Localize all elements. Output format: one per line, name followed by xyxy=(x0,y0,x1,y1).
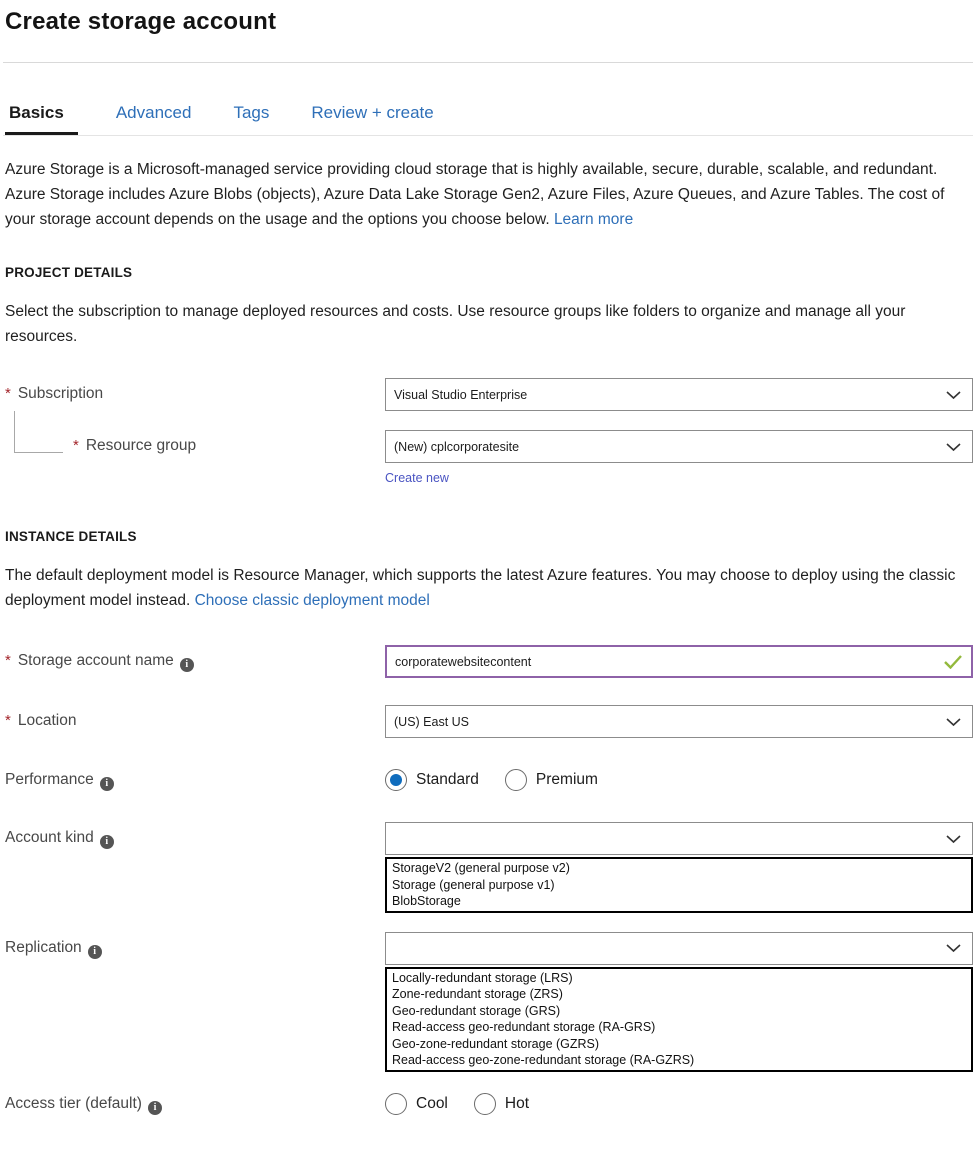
replication-label: Replication i xyxy=(5,932,385,964)
intro-text: Azure Storage is a Microsoft-managed service providing cloud storage that is highly available, secure, durable, scalable, and redundant. Azure Storage includes Azure Blobs (objects), Azure Data Lake Storage Gen2, Azure Files, Azure Queues, and Azure Tables. The cost of your storage account depends on the usage and the options you choose below. xyxy=(5,161,945,228)
title-divider xyxy=(3,62,973,63)
chevron-down-icon xyxy=(946,943,961,953)
resource-group-label: * Resource group xyxy=(5,430,385,462)
location-label: * Location xyxy=(5,712,77,729)
radio-selected-icon xyxy=(385,769,407,791)
account-kind-label: Account kind i xyxy=(5,822,385,854)
dropdown-option[interactable]: Zone-redundant storage (ZRS) xyxy=(392,987,563,1001)
replication-options-list xyxy=(385,967,973,1072)
storage-account-name-label: * Storage account name i xyxy=(5,645,385,677)
resource-group-dropdown[interactable] xyxy=(385,430,973,463)
info-icon[interactable]: i xyxy=(100,777,114,791)
green-check-icon xyxy=(944,655,962,669)
field-row-storage-account-name xyxy=(3,645,973,678)
radio-unselected-icon xyxy=(385,1093,407,1115)
radio-unselected-icon xyxy=(505,769,527,791)
project-details-description: Select the subscription to manage deployed resources and costs. Use resource groups like folders to organize and manage all your resources. xyxy=(5,303,906,345)
field-row-location xyxy=(3,705,973,738)
instance-details-description xyxy=(3,563,973,613)
storage-account-name-value: corporatewebsitecontent xyxy=(395,654,532,669)
dropdown-option[interactable]: BlobStorage xyxy=(392,894,461,908)
chevron-down-icon xyxy=(946,390,961,400)
dropdown-option[interactable]: Storage (general purpose v1) xyxy=(392,877,555,892)
dropdown-option[interactable]: Read-access geo-redundant storage (RA-GRS) xyxy=(392,1020,656,1034)
performance-radio-group xyxy=(385,764,973,796)
field-row-subscription xyxy=(3,378,973,411)
field-row-performance xyxy=(3,764,973,796)
required-marker: * xyxy=(5,712,11,729)
instance-details-heading: INSTANCE DETAILS xyxy=(5,529,137,544)
location-value: (US) East US xyxy=(394,714,470,729)
tab-review-create[interactable]: Review + create xyxy=(311,103,434,122)
radio-cool[interactable]: Cool xyxy=(385,1093,448,1115)
chevron-down-icon xyxy=(946,442,961,452)
field-row-resource-group xyxy=(3,430,973,487)
access-tier-radio-group xyxy=(385,1088,973,1120)
storage-account-name-input[interactable] xyxy=(385,645,973,678)
dropdown-option[interactable]: Geo-zone-redundant storage (GZRS) xyxy=(392,1036,600,1051)
tab-basics[interactable]: Basics xyxy=(5,103,78,135)
chevron-down-icon xyxy=(946,834,961,844)
deployment-model-text: The default deployment model is Resource Manager, which supports the latest Azure features. You may choose to deploy using the classic deployment model instead. xyxy=(5,567,956,609)
account-kind-options-list xyxy=(385,857,973,913)
page-title: Create storage account xyxy=(5,8,277,35)
subscription-label: * Subscription xyxy=(5,385,104,402)
tab-tags[interactable]: Tags xyxy=(233,103,270,122)
field-row-account-kind xyxy=(3,822,973,913)
learn-more-link[interactable]: Learn more xyxy=(553,211,634,228)
info-icon[interactable]: i xyxy=(148,1101,162,1115)
radio-dot xyxy=(390,774,402,786)
chevron-down-icon xyxy=(946,717,961,727)
subscription-value: Visual Studio Enterprise xyxy=(394,387,528,402)
choose-classic-deployment-link[interactable]: Choose classic deployment model xyxy=(194,592,430,609)
create-new-link[interactable]: Create new xyxy=(385,471,449,485)
radio-hot[interactable]: Hot xyxy=(474,1093,529,1115)
field-row-replication xyxy=(3,932,973,1072)
access-tier-label: Access tier (default) i xyxy=(5,1088,385,1120)
radio-premium[interactable]: Premium xyxy=(505,769,598,791)
project-details-heading: PROJECT DETAILS xyxy=(5,265,133,280)
dropdown-option[interactable]: Read-access geo-zone-redundant storage (RA-GZRS) xyxy=(392,1053,695,1067)
info-icon[interactable]: i xyxy=(100,835,114,849)
location-dropdown[interactable] xyxy=(385,705,973,738)
info-icon[interactable]: i xyxy=(88,945,102,959)
performance-label: Performance i xyxy=(5,764,385,796)
required-marker: * xyxy=(5,652,11,669)
required-marker: * xyxy=(5,385,11,402)
dropdown-option[interactable]: StorageV2 (general purpose v2) xyxy=(392,861,570,875)
resource-group-value: (New) cplcorporatesite xyxy=(394,439,520,454)
tab-advanced[interactable]: Advanced xyxy=(115,103,192,122)
info-icon[interactable]: i xyxy=(180,658,194,672)
radio-standard[interactable]: Standard xyxy=(385,769,479,791)
intro-paragraph xyxy=(3,157,973,232)
radio-unselected-icon xyxy=(474,1093,496,1115)
account-kind-dropdown[interactable] xyxy=(385,822,973,855)
hierarchy-connector-line xyxy=(14,411,63,453)
field-row-access-tier xyxy=(3,1088,973,1120)
tab-bar xyxy=(3,103,973,136)
dropdown-option[interactable]: Geo-redundant storage (GRS) xyxy=(392,1003,561,1018)
subscription-dropdown[interactable] xyxy=(385,378,973,411)
replication-dropdown[interactable] xyxy=(385,932,973,965)
required-marker: * xyxy=(73,437,79,454)
dropdown-option[interactable]: Locally-redundant storage (LRS) xyxy=(392,970,573,985)
